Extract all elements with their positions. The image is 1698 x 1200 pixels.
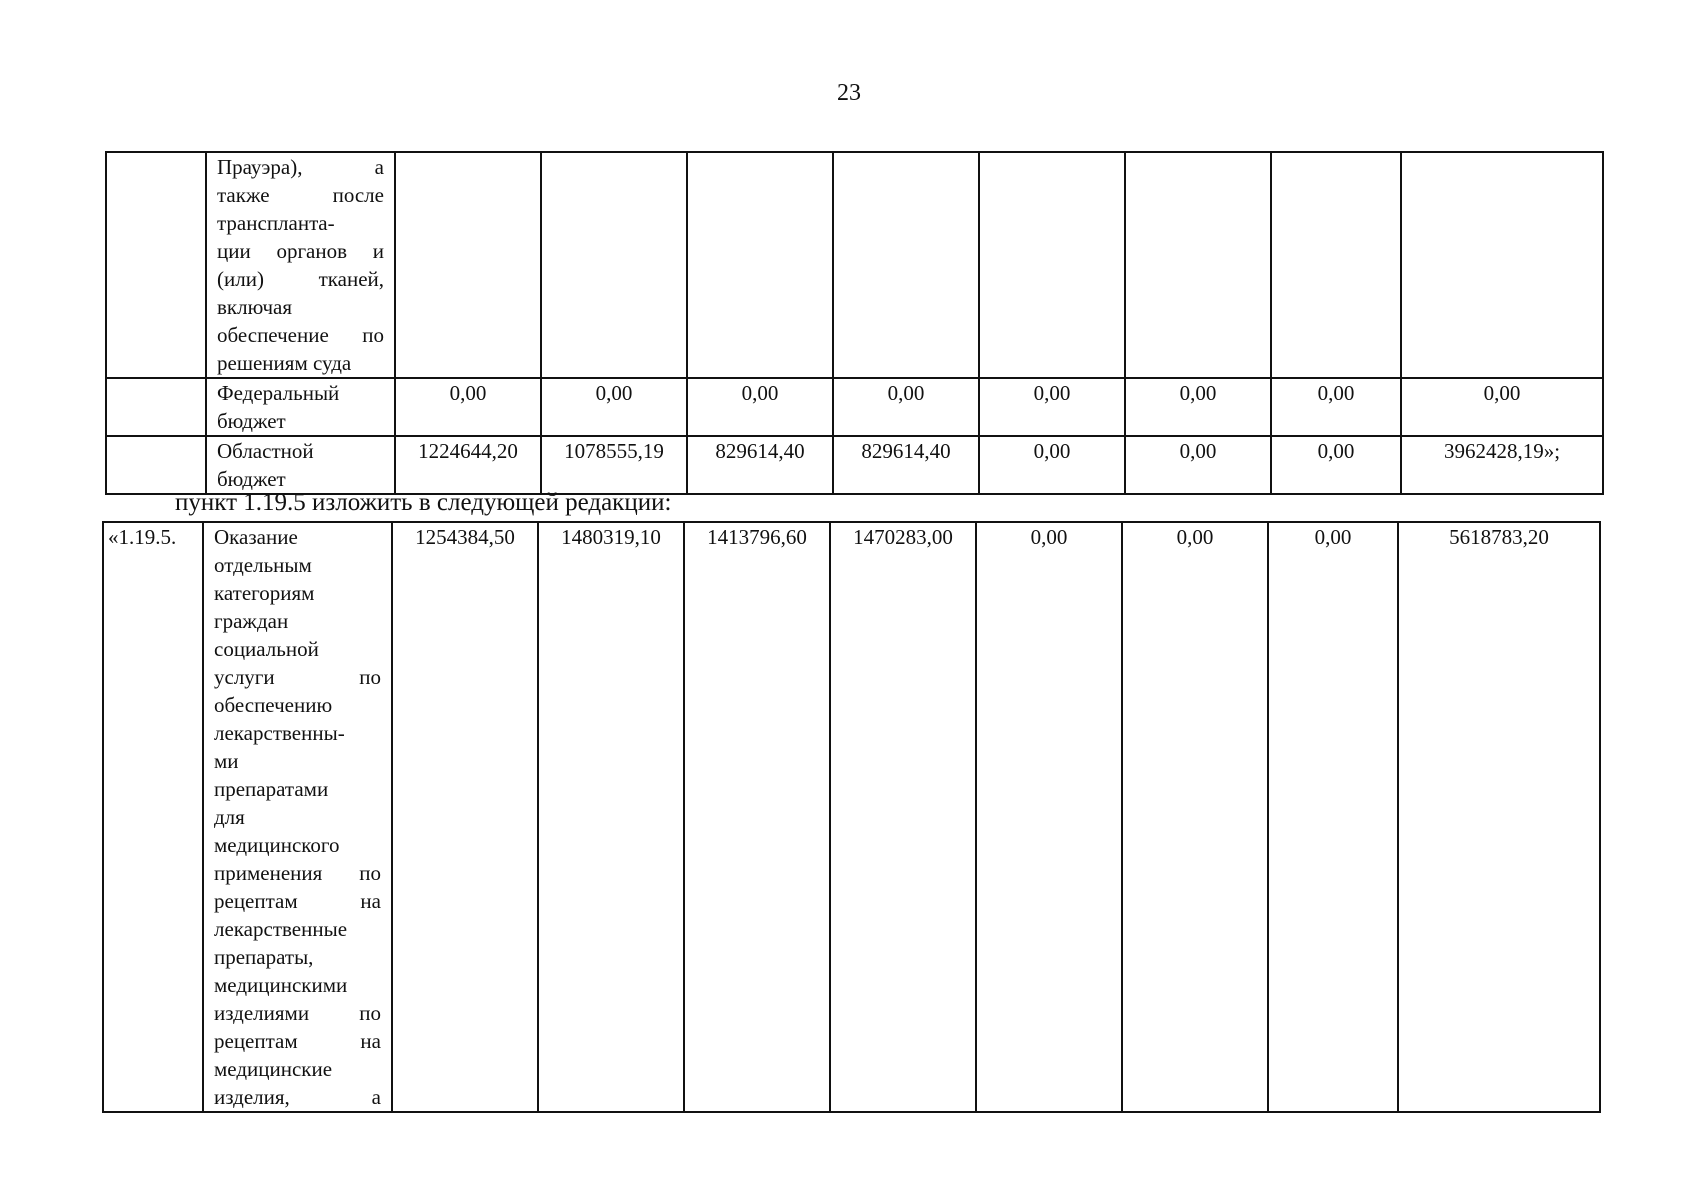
description-cell: Прауэра), а также после трансплантa- ции органов и (или) тканей, включая обеспечение по решениям суда [206, 152, 395, 378]
value-cell: 0,00 [687, 378, 833, 436]
value-cell: 1078555,19 [541, 436, 687, 494]
page-number: 23 [837, 80, 861, 106]
value-cell: 1470283,00 [830, 522, 976, 1112]
value-cell: 0,00 [979, 378, 1125, 436]
value-cell: 0,00 [979, 436, 1125, 494]
value-cell: 0,00 [1401, 378, 1603, 436]
value-cell: 5618783,20 [1398, 522, 1600, 1112]
value-cell: 0,00 [1125, 436, 1271, 494]
value-cell: 829614,40 [833, 436, 979, 494]
code-cell [106, 378, 206, 436]
value-cell [1125, 152, 1271, 378]
value-cell: 3962428,19»; [1401, 436, 1603, 494]
table-row-federal-budget [106, 378, 1603, 436]
value-cell [1271, 152, 1401, 378]
value-cell [979, 152, 1125, 378]
item-code: «1.19.5. [103, 522, 203, 1112]
value-cell: 0,00 [541, 378, 687, 436]
value-cell [541, 152, 687, 378]
row-label: Федеральный бюджет [206, 378, 395, 436]
code-cell [106, 152, 206, 378]
value-cell: 0,00 [1268, 522, 1398, 1112]
value-cell: 1254384,50 [392, 522, 538, 1112]
value-cell: 1480319,10 [538, 522, 684, 1112]
value-cell: 0,00 [395, 378, 541, 436]
value-cell [833, 152, 979, 378]
value-cell: 829614,40 [687, 436, 833, 494]
continuation-row [106, 152, 1603, 378]
value-cell: 0,00 [1122, 522, 1268, 1112]
value-cell [395, 152, 541, 378]
code-cell [106, 436, 206, 494]
value-cell: 0,00 [833, 378, 979, 436]
value-cell: 0,00 [1125, 378, 1271, 436]
value-cell: 1413796,60 [684, 522, 830, 1112]
table-row-regional-budget [106, 436, 1603, 494]
value-cell: 0,00 [1271, 378, 1401, 436]
value-cell: 0,00 [976, 522, 1122, 1112]
value-cell: 0,00 [1271, 436, 1401, 494]
value-cell [1401, 152, 1603, 378]
value-cell [687, 152, 833, 378]
row-label: Областной бюджет [206, 436, 395, 494]
budget-table-new-item [102, 521, 1601, 1113]
value-cell: 1224644,20 [395, 436, 541, 494]
table-row-1-19-5 [103, 522, 1600, 1112]
instruction-text: пункт 1.19.5 изложить в следующей редакции: [175, 489, 672, 516]
description-cell: Оказание отдельным категориям граждан социальной услуги по обеспечению лекарственны- ми препаратами для медицинского применения по рецептам на лекарственные препараты, медицинскими изделиями по рецептам на медицинские изделия, а [203, 522, 392, 1112]
budget-table-continued [105, 151, 1604, 495]
